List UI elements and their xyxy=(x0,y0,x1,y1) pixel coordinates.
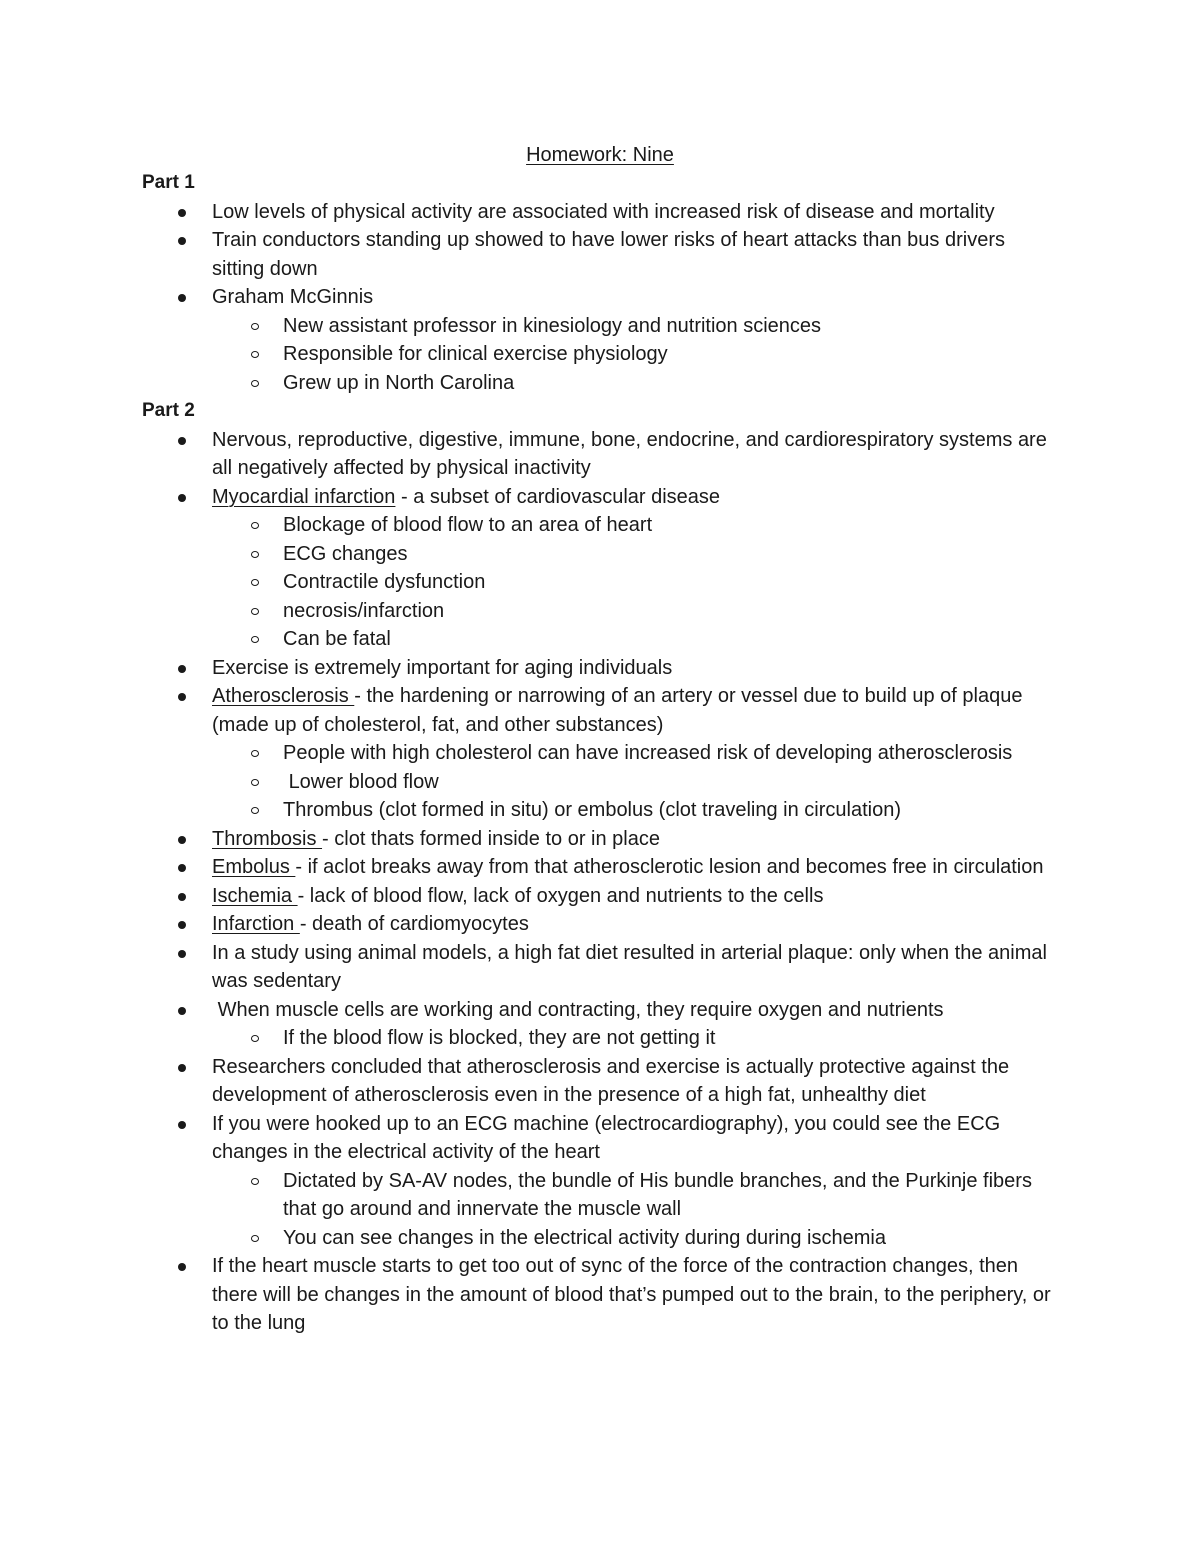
bullet-disc-icon xyxy=(178,893,186,901)
sub-list-item xyxy=(283,540,1062,569)
sub-list-item xyxy=(283,768,1062,797)
term-label: Infarction xyxy=(212,913,300,935)
bullet-circle-icon xyxy=(251,579,259,586)
item-text: Graham McGinnis xyxy=(212,286,374,308)
sub-list-item xyxy=(283,340,1062,369)
document-title-text: Homework: Nine xyxy=(526,144,674,166)
list-item xyxy=(212,226,1062,283)
sub-list-item xyxy=(283,796,1062,825)
sub-item-text: ECG changes xyxy=(283,542,408,565)
list-item xyxy=(212,426,1062,483)
bullet-circle-icon xyxy=(251,551,259,558)
sub-item-text: If the blood flow is blocked, they are not getting it xyxy=(283,1027,716,1049)
sub-list-item xyxy=(283,511,1062,540)
bullet-circle-icon xyxy=(251,608,259,615)
sub-item-text: Blockage of blood flow to an area of heart xyxy=(283,514,653,536)
item-text: If you were hooked up to an ECG machine (electrocardiography), you could see the ECG changes in the electrical activity of the heart xyxy=(212,1112,1006,1163)
sub-list-item xyxy=(283,1167,1062,1224)
bullet-circle-icon xyxy=(251,636,259,643)
sub-item-text: Contractile dysfunction xyxy=(283,571,486,593)
sub-list xyxy=(212,312,1062,398)
bullet-disc-icon xyxy=(178,1007,186,1015)
item-text: In a study using animal models, a high fat diet resulted in arterial plaque: only when the animal was sedentary xyxy=(212,941,1053,992)
list-item xyxy=(212,198,1062,227)
list-item xyxy=(212,882,1062,911)
part1-list xyxy=(142,198,1062,398)
sub-item-text: Can be fatal xyxy=(283,628,391,650)
item-text: - if aclot breaks away from that atherosclerotic lesion and becomes free in circulation xyxy=(295,856,1044,878)
bullet-disc-icon xyxy=(178,950,186,958)
bullet-circle-icon xyxy=(251,779,259,786)
sub-list xyxy=(212,1167,1062,1253)
sub-list-item xyxy=(283,369,1062,398)
term-label: Myocardial infarction xyxy=(212,485,396,508)
item-text: When muscle cells are working and contracting, they require oxygen and nutrients xyxy=(212,998,944,1021)
bullet-disc-icon xyxy=(178,294,186,302)
sub-list-item xyxy=(283,1024,1062,1053)
list-item xyxy=(212,910,1062,939)
sub-item-text: Responsible for clinical exercise physiology xyxy=(283,343,668,365)
sub-list-item xyxy=(283,739,1062,768)
document-body xyxy=(142,169,1062,1338)
term-label: Thrombosis xyxy=(212,827,323,850)
sub-list xyxy=(212,1024,1062,1053)
bullet-circle-icon xyxy=(251,1035,259,1042)
bullet-disc-icon xyxy=(178,209,186,217)
sub-item-text: You can see changes in the electrical activity during during ischemia xyxy=(283,1226,886,1249)
list-item xyxy=(212,825,1062,854)
item-text: - lack of blood flow, lack of oxygen and nutrients to the cells xyxy=(297,884,824,907)
item-text: - a subset of cardiovascular disease xyxy=(395,485,721,508)
list-item xyxy=(212,1252,1062,1338)
list-item xyxy=(212,483,1062,654)
sub-item-text: Lower blood flow xyxy=(283,770,439,793)
item-text: Exercise is extremely important for aging individuals xyxy=(212,656,673,679)
bullet-circle-icon xyxy=(251,1178,259,1185)
sub-list-item xyxy=(283,312,1062,341)
item-text: - clot thats formed inside to or in place xyxy=(322,827,660,850)
bullet-disc-icon xyxy=(178,1121,186,1129)
document-title xyxy=(0,141,1200,169)
sub-list-item xyxy=(283,568,1062,597)
bullet-circle-icon xyxy=(251,323,259,330)
part2-heading: Part 2 xyxy=(142,400,195,421)
sub-list-item xyxy=(283,1224,1062,1253)
list-item xyxy=(212,939,1062,996)
sub-item-text: necrosis/infarction xyxy=(283,599,445,622)
item-text: - the hardening or narrowing of an artery or vessel due to build up of plaque (made up of cholesterol, fat, and other substances) xyxy=(212,685,1029,736)
part1-heading: Part 1 xyxy=(142,172,195,193)
list-item xyxy=(212,1110,1062,1253)
term-label: Ischemia xyxy=(212,884,298,907)
item-text: - death of cardiomyocytes xyxy=(299,913,529,935)
part2-list xyxy=(142,426,1062,1338)
sub-list-item xyxy=(283,597,1062,626)
item-text: Researchers concluded that atherosclerosis and exercise is actually protective against the development of atherosclerosis even in the presence of a high fat, unhealthy diet xyxy=(212,1055,1015,1106)
list-item xyxy=(212,853,1062,882)
bullet-disc-icon xyxy=(178,494,186,502)
bullet-disc-icon xyxy=(178,437,186,445)
sub-item-text: Dictated by SA-AV nodes, the bundle of His bundle branches, and the Purkinje fibers that go around and innervate the muscle wall xyxy=(283,1169,1038,1220)
bullet-circle-icon xyxy=(251,750,259,757)
bullet-circle-icon xyxy=(251,1235,259,1242)
bullet-circle-icon xyxy=(251,351,259,358)
list-item xyxy=(212,654,1062,683)
term-label: Embolus xyxy=(212,856,296,878)
list-item xyxy=(212,283,1062,397)
list-item xyxy=(212,996,1062,1053)
item-text: Train conductors standing up showed to have lower risks of heart attacks than bus drivers sitting down xyxy=(212,229,1011,280)
sub-item-text: New assistant professor in kinesiology and nutrition sciences xyxy=(283,314,822,337)
item-text: If the heart muscle starts to get too out of sync of the force of the contraction changes, then there will be changes in the amount of blood that’s pumped out to the brain, to the periphery, or to the lung xyxy=(212,1255,1057,1334)
bullet-disc-icon xyxy=(178,1064,186,1072)
list-item xyxy=(212,682,1062,825)
sub-item-text: Thrombus (clot formed in situ) or embolus (clot traveling in circulation) xyxy=(283,799,901,821)
sub-list-item xyxy=(283,625,1062,654)
bullet-circle-icon xyxy=(251,807,259,814)
bullet-disc-icon xyxy=(178,836,186,844)
sub-list xyxy=(212,511,1062,654)
sub-list xyxy=(212,739,1062,825)
bullet-circle-icon xyxy=(251,380,259,387)
item-text: Low levels of physical activity are associated with increased risk of disease and mortality xyxy=(212,200,995,223)
bullet-disc-icon xyxy=(178,864,186,872)
item-text: Nervous, reproductive, digestive, immune, bone, endocrine, and cardiorespiratory systems are all negatively affected by physical inactivity xyxy=(212,428,1053,479)
bullet-disc-icon xyxy=(178,1263,186,1271)
sub-item-text: People with high cholesterol can have increased risk of developing atherosclerosis xyxy=(283,742,1013,764)
bullet-circle-icon xyxy=(251,522,259,529)
bullet-disc-icon xyxy=(178,693,186,701)
list-item xyxy=(212,1053,1062,1110)
bullet-disc-icon xyxy=(178,237,186,245)
bullet-disc-icon xyxy=(178,665,186,673)
term-label: Atherosclerosis xyxy=(212,685,355,707)
sub-item-text: Grew up in North Carolina xyxy=(283,371,515,394)
bullet-disc-icon xyxy=(178,921,186,929)
